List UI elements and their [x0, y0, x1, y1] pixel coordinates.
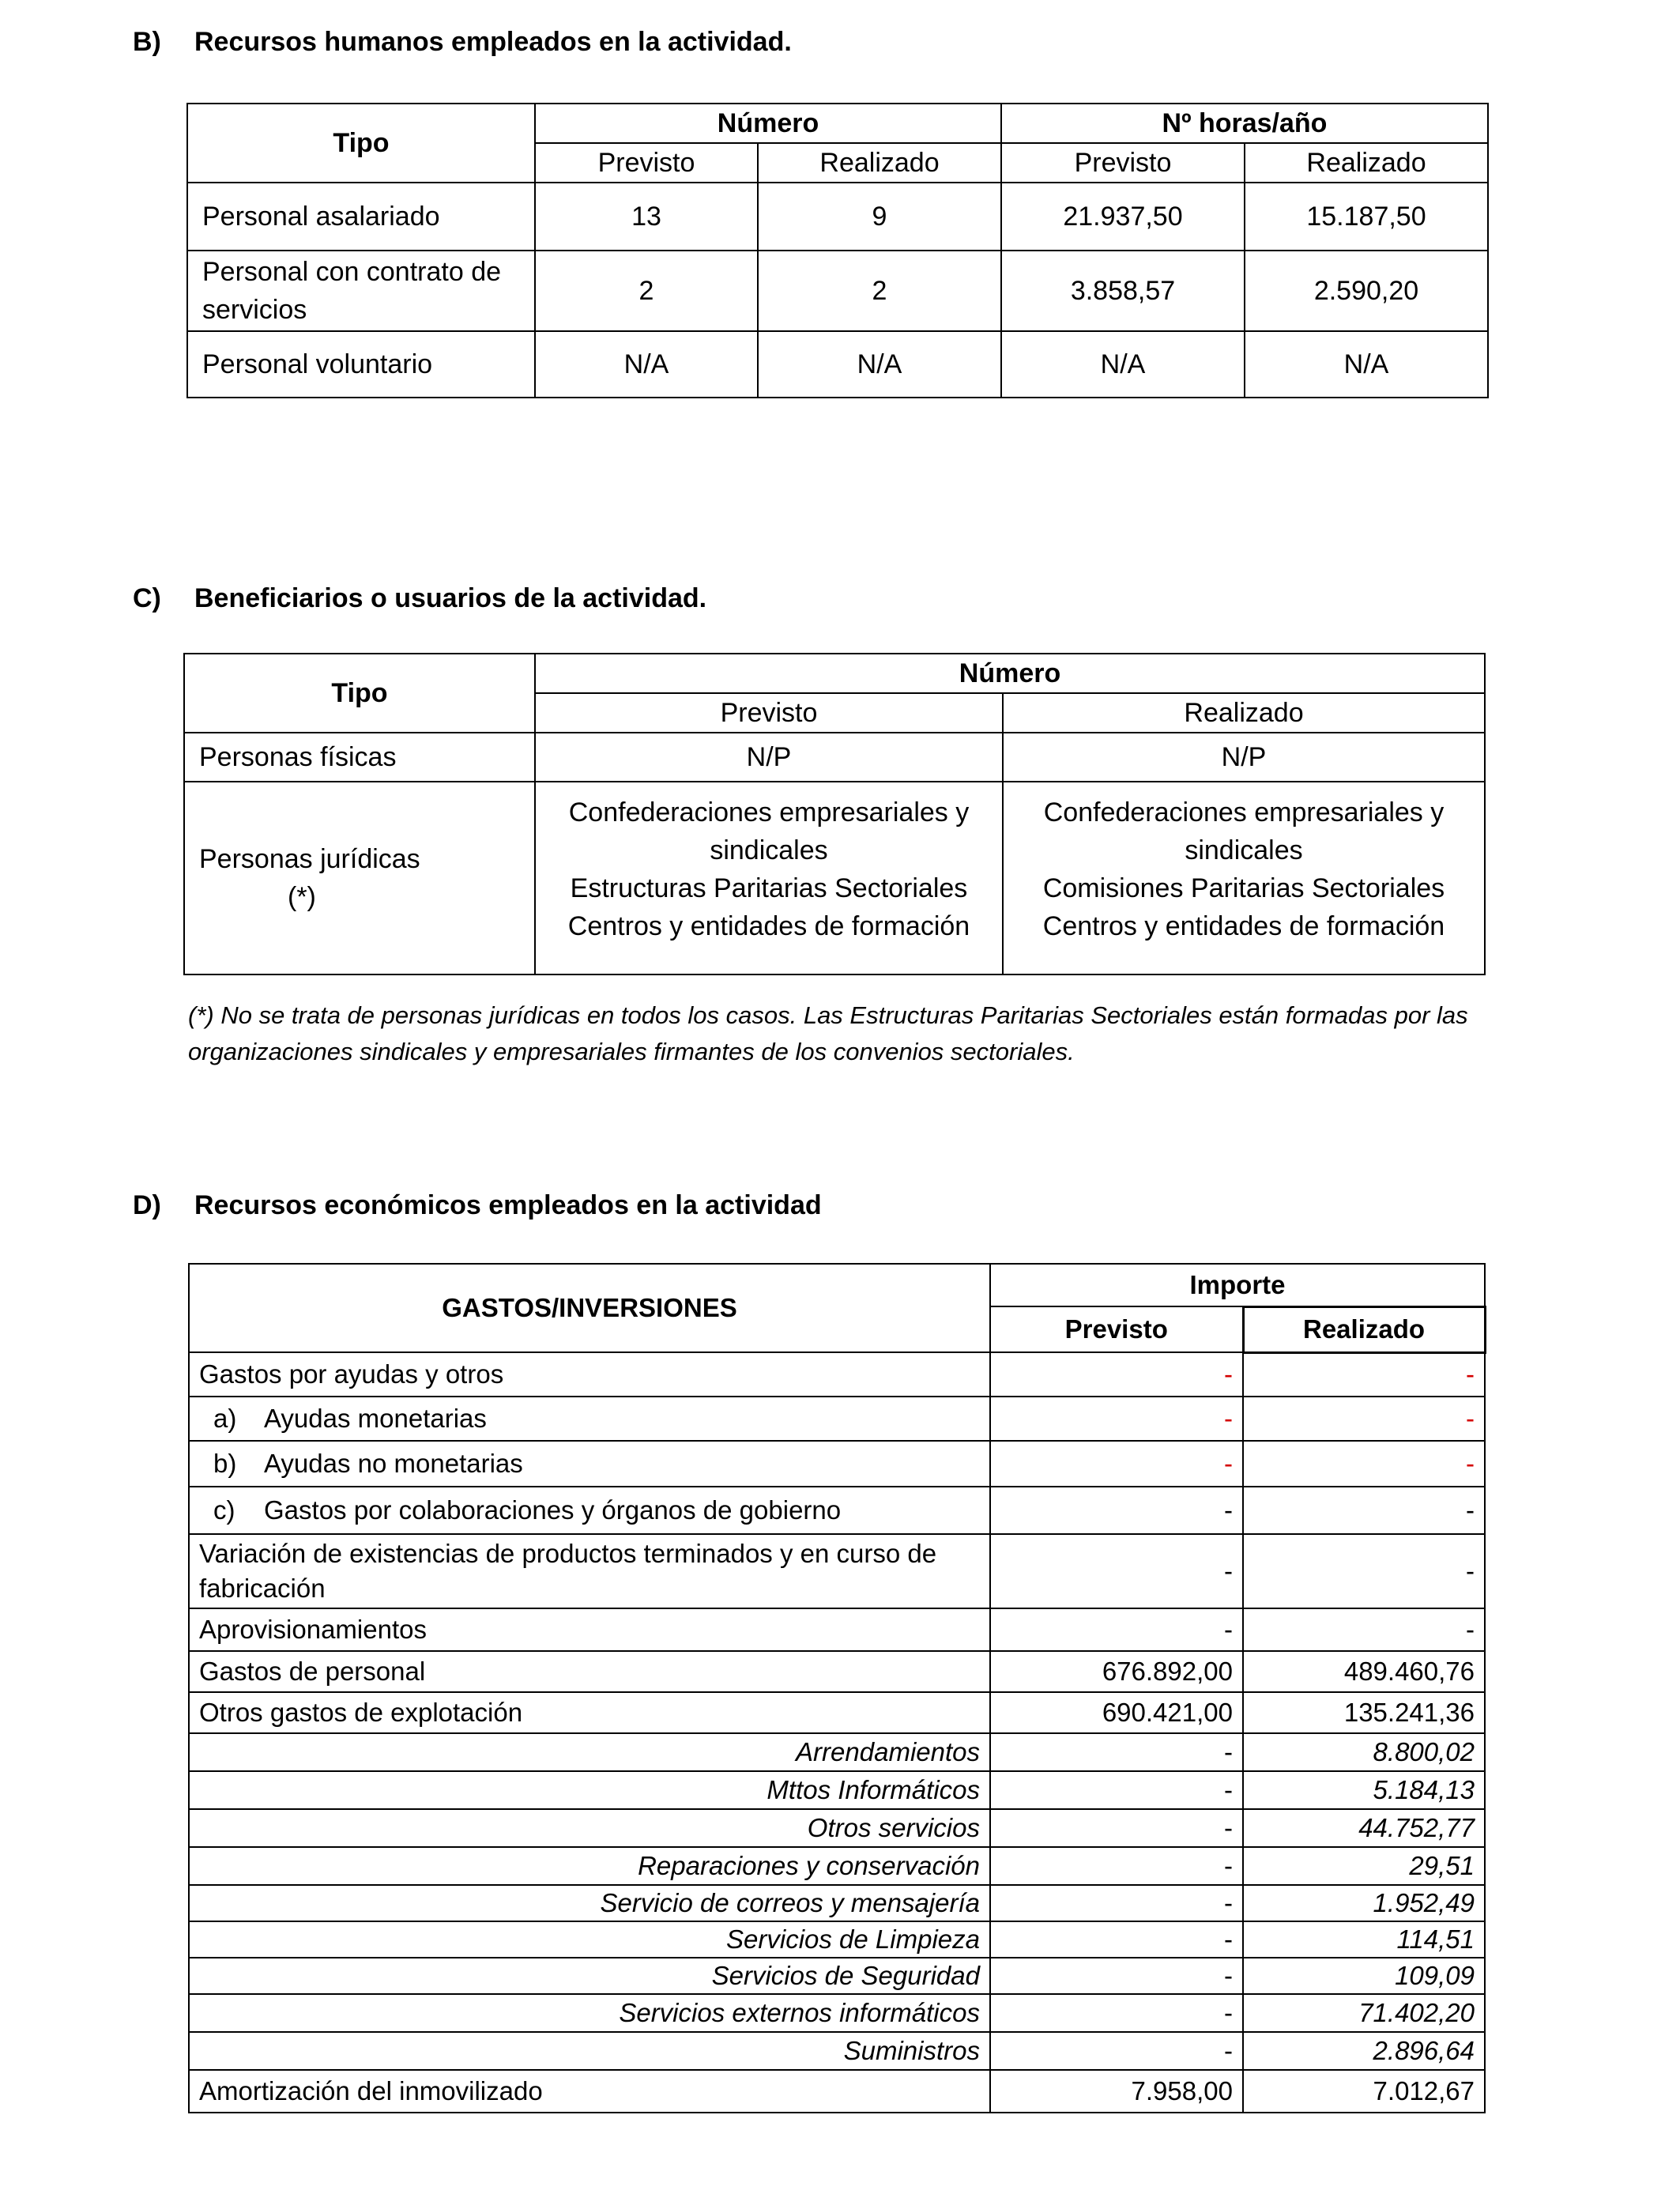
row-label: Arrendamientos: [189, 1733, 990, 1771]
header-gastos: GASTOS/INVERSIONES: [189, 1264, 990, 1352]
row-label: Mttos Informáticos: [189, 1771, 990, 1809]
section-b-letter: B): [133, 27, 161, 57]
row-label: Variación de existencias de productos terminados y en curso de fabricación: [189, 1534, 990, 1608]
row-previsto: -: [990, 1608, 1243, 1651]
row-label: Servicios de Seguridad: [189, 1958, 990, 1994]
row-previsto: -: [990, 1441, 1243, 1487]
row-realizado: -: [1243, 1608, 1485, 1651]
row-horas-previsto: 3.858,57: [1001, 251, 1245, 331]
list-item: Centros y entidades de formación: [567, 911, 970, 941]
row-tipo-mark: (*): [288, 882, 316, 912]
row-label: Aprovisionamientos: [189, 1608, 990, 1651]
row-previsto: -: [990, 1958, 1243, 1994]
section-d-letter: D): [133, 1190, 161, 1220]
header-num-previsto: Previsto: [535, 143, 758, 183]
header-importe: Importe: [990, 1264, 1485, 1306]
row-realizado: 489.460,76: [1243, 1651, 1485, 1692]
section-d-heading: Recursos económicos empleados en la actividad: [194, 1190, 822, 1220]
header-previsto: Previsto: [535, 693, 1003, 733]
row-num-previsto: 13: [535, 183, 758, 251]
section-d-title: [133, 1190, 822, 1221]
row-realizado: -: [1243, 1397, 1485, 1441]
row-previsto: -: [990, 1487, 1243, 1534]
row-tipo: Personal voluntario: [187, 331, 535, 398]
row-previsto: -: [990, 1847, 1243, 1885]
row-tipo: Personal con contrato de servicios: [187, 251, 535, 331]
row-label: Servicios de Limpieza: [189, 1921, 990, 1958]
table-row: [189, 1487, 1485, 1534]
row-tipo-juridicas: [184, 782, 535, 974]
table-row: [189, 1994, 1485, 2032]
row-label: Otros servicios: [189, 1809, 990, 1847]
row-realizado: 5.184,13: [1243, 1771, 1485, 1809]
table-row: [189, 1809, 1485, 1847]
row-realizado: N/P: [1003, 733, 1485, 782]
table-row: [189, 1608, 1485, 1651]
table-row: [189, 1733, 1485, 1771]
row-realizado: 2.896,64: [1243, 2032, 1485, 2070]
table-row: [187, 251, 1488, 331]
row-realizado: 71.402,20: [1243, 1994, 1485, 2032]
row-previsto: -: [990, 2032, 1243, 2070]
header-tipo: Tipo: [187, 104, 535, 183]
row-horas-realizado: 2.590,20: [1245, 251, 1488, 331]
list-item: Confederaciones empresariales y sindicales: [568, 797, 970, 865]
table-row: [187, 331, 1488, 398]
row-previsto: 690.421,00: [990, 1692, 1243, 1733]
table-row: [189, 2032, 1485, 2070]
row-previsto: N/P: [535, 733, 1003, 782]
row-label: Gastos de personal: [189, 1651, 990, 1692]
header-horas-previsto: Previsto: [1001, 143, 1245, 183]
header-previsto: Previsto: [990, 1306, 1243, 1352]
list-item: Comisiones Paritarias Sectoriales: [1042, 873, 1445, 903]
row-realizado: 135.241,36: [1243, 1692, 1485, 1733]
row-label: Reparaciones y conservación: [189, 1847, 990, 1885]
table-row: [189, 1958, 1485, 1994]
row-label: Servicios externos informáticos: [189, 1994, 990, 2032]
header-realizado: Realizado: [1003, 693, 1485, 733]
row-realizado: 109,09: [1243, 1958, 1485, 1994]
table-row: [189, 1692, 1485, 1733]
human-resources-table: [186, 103, 1489, 398]
row-label: Amortización del inmovilizado: [189, 2070, 990, 2113]
row-previsto: -: [990, 1994, 1243, 2032]
section-b-heading: Recursos humanos empleados en la actividad.: [194, 27, 792, 57]
row-realizado: 8.800,02: [1243, 1733, 1485, 1771]
row-label-cell: [189, 1487, 990, 1534]
row-num-previsto: N/A: [535, 331, 758, 398]
row-realizado: 7.012,67: [1243, 2070, 1485, 2113]
row-previsto: -: [990, 1885, 1243, 1921]
row-realizado: -: [1243, 1352, 1485, 1397]
row-previsto: -: [990, 1733, 1243, 1771]
row-previsto: -: [990, 1397, 1243, 1441]
table-row: [189, 1651, 1485, 1692]
table-row: [189, 1397, 1485, 1441]
section-c-title: [133, 583, 706, 614]
table-row: [189, 1847, 1485, 1885]
economic-resources-table: [188, 1263, 1486, 2113]
header-num-realizado: Realizado: [758, 143, 1001, 183]
row-horas-realizado: N/A: [1245, 331, 1488, 398]
list-item: Estructuras Paritarias Sectoriales: [570, 873, 968, 903]
row-realizado: -: [1243, 1487, 1485, 1534]
row-previsto: -: [990, 1921, 1243, 1958]
row-realizado: -: [1243, 1441, 1485, 1487]
row-tipo: Personas físicas: [184, 733, 535, 782]
list-item: Confederaciones empresariales y sindicales: [1043, 797, 1445, 865]
row-label: Gastos por colaboraciones y órganos de gobierno: [264, 1495, 842, 1525]
row-realizado-list: [1003, 782, 1485, 974]
section-c-letter: C): [133, 583, 161, 613]
row-realizado: -: [1243, 1534, 1485, 1608]
row-label-cell: [189, 1441, 990, 1487]
row-horas-previsto: 21.937,50: [1001, 183, 1245, 251]
row-previsto: 676.892,00: [990, 1651, 1243, 1692]
row-previsto: -: [990, 1534, 1243, 1608]
row-label: Gastos por ayudas y otros: [189, 1352, 990, 1397]
row-label: Ayudas monetarias: [264, 1404, 487, 1433]
row-prefix: a): [213, 1404, 237, 1433]
row-num-realizado: N/A: [758, 331, 1001, 398]
table-row: [187, 183, 1488, 251]
header-horas: Nº horas/año: [1001, 104, 1488, 143]
row-prefix: b): [213, 1449, 237, 1478]
row-tipo: Personal asalariado: [187, 183, 535, 251]
row-label: Servicio de correos y mensajería: [189, 1885, 990, 1921]
footnote: (*) No se trata de personas jurídicas en todos los casos. Las Estructuras Paritarias Sectoriales están formadas por las organizaciones sindicales y empresariales firmantes de los convenios sectoriales.: [188, 1001, 1468, 1065]
row-previsto: -: [990, 1771, 1243, 1809]
header-horas-realizado: Realizado: [1245, 143, 1488, 183]
row-previsto: -: [990, 1352, 1243, 1397]
row-previsto: 7.958,00: [990, 2070, 1243, 2113]
row-prefix: c): [213, 1495, 235, 1525]
row-realizado: 29,51: [1243, 1847, 1485, 1885]
row-label: Suministros: [189, 2032, 990, 2070]
header-realizado: Realizado: [1243, 1306, 1485, 1352]
table-row: [184, 733, 1485, 782]
row-realizado: 44.752,77: [1243, 1809, 1485, 1847]
header-numero: Número: [535, 104, 1001, 143]
header-tipo: Tipo: [184, 654, 535, 733]
table-row: [189, 1921, 1485, 1958]
row-label: Otros gastos de explotación: [189, 1692, 990, 1733]
row-num-previsto: 2: [535, 251, 758, 331]
row-num-realizado: 9: [758, 183, 1001, 251]
list-item: Centros y entidades de formación: [1042, 911, 1445, 941]
section-c-heading: Beneficiarios o usuarios de la actividad.: [194, 583, 707, 613]
row-num-realizado: 2: [758, 251, 1001, 331]
row-previsto: -: [990, 1809, 1243, 1847]
table-row: [189, 1534, 1485, 1608]
row-tipo-label: Personas jurídicas: [199, 844, 420, 874]
row-previsto-list: [535, 782, 1003, 974]
beneficiaries-table: [183, 653, 1486, 975]
table-row: [189, 1771, 1485, 1809]
row-realizado: 1.952,49: [1243, 1885, 1485, 1921]
row-horas-previsto: N/A: [1001, 331, 1245, 398]
table-row: [189, 2070, 1485, 2113]
header-numero: Número: [535, 654, 1485, 693]
row-label: Ayudas no monetarias: [264, 1449, 523, 1478]
table-row: [184, 782, 1485, 974]
table-row: [189, 1441, 1485, 1487]
row-realizado: 114,51: [1243, 1921, 1485, 1958]
section-b-title: [133, 27, 792, 58]
table-row: [189, 1352, 1485, 1397]
row-horas-realizado: 15.187,50: [1245, 183, 1488, 251]
row-label-cell: [189, 1397, 990, 1441]
table-row: [189, 1885, 1485, 1921]
